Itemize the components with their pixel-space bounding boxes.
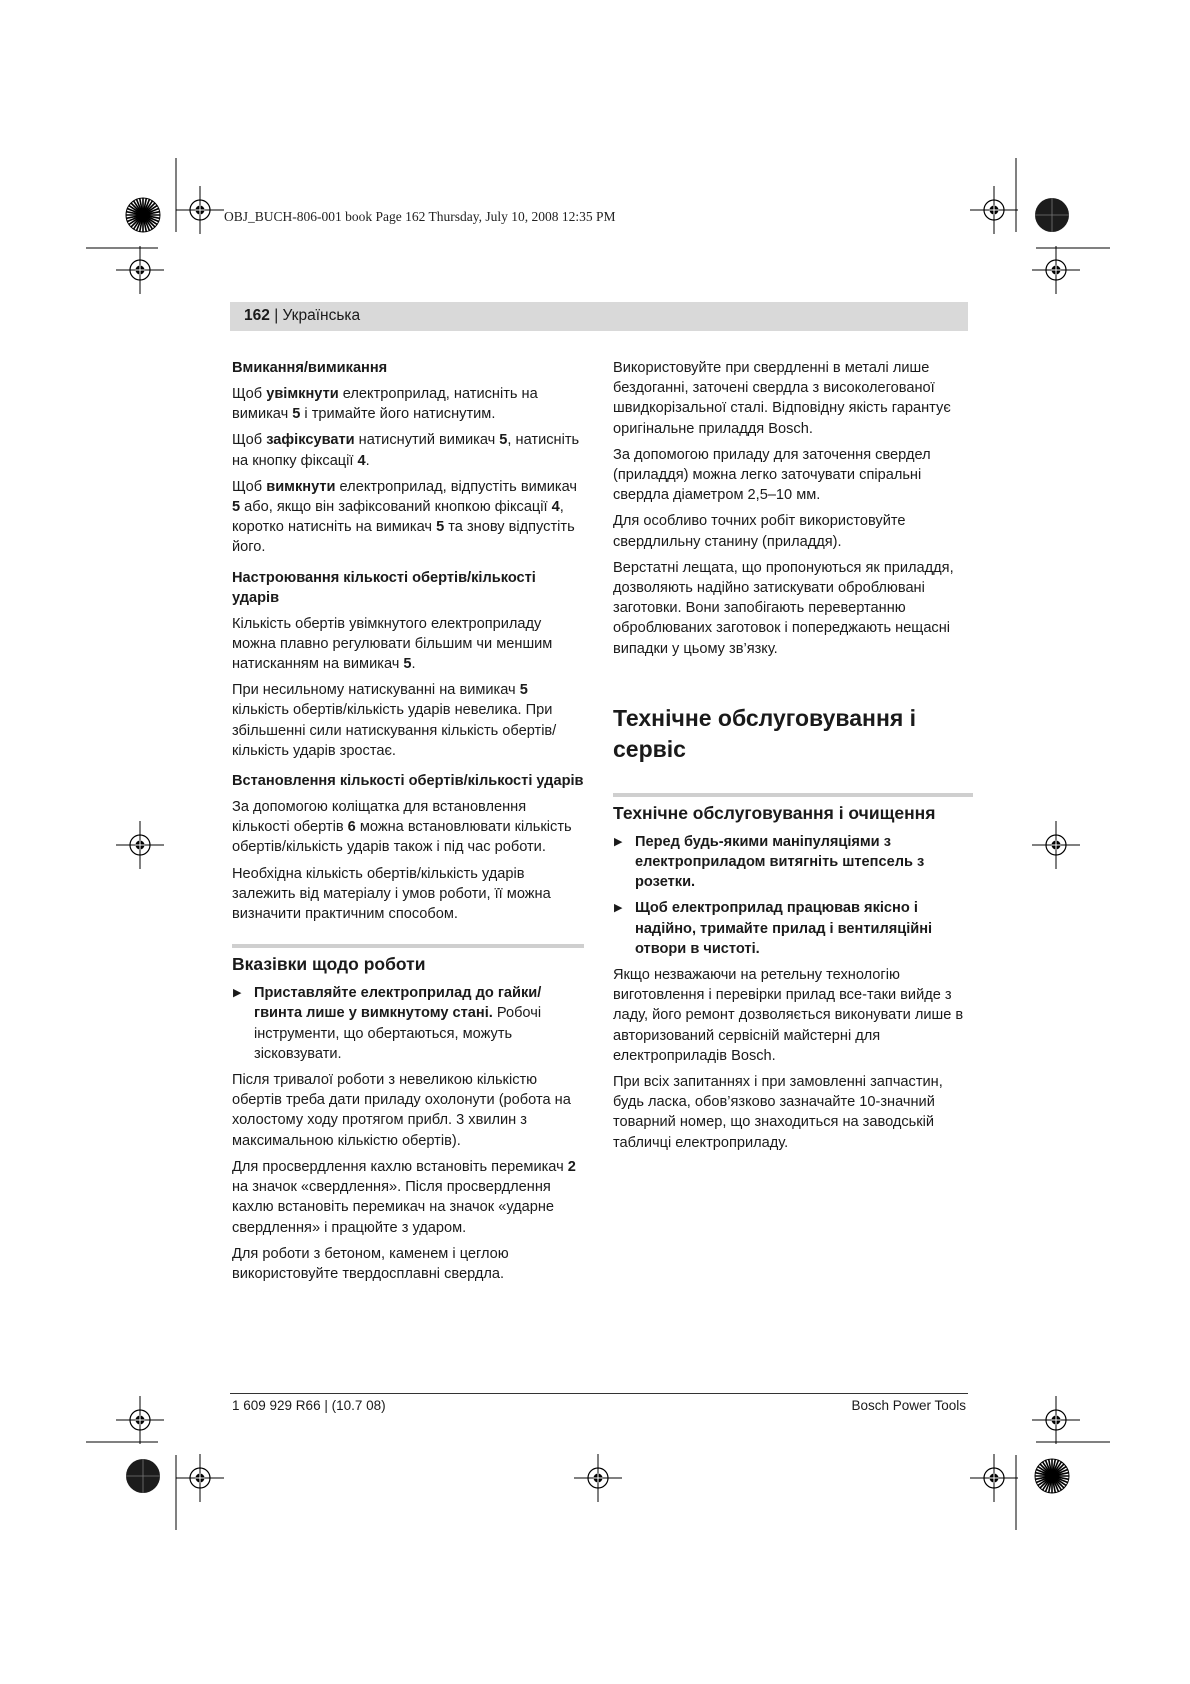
header-text: [244, 307, 360, 325]
heading-maintenance-service: Технічне обслуговування і сервіс: [613, 704, 917, 762]
bullet-unplug: ▶ Перед будь-якими маніпуляціями з електроприладом витягніть штепсель з розетки.: [614, 833, 925, 891]
left-column: [232, 358, 584, 1290]
bullet-keep-clean: ▶ Щоб електроприлад працював якісно і надійно, тримайте прилад і вентиляційні отвори в чистоті.: [614, 900, 933, 957]
print-metadata-line: OBJ_BUCH-806-001 book Page 162 Thursday, July 10, 2008 12:35 PM: [224, 209, 616, 224]
heading-speed-preselection: Встановлення кількості обертів/кількості ударів: [232, 773, 584, 790]
paragraph-thumbwheel: За допомогою коліщатка для встановлення кількості обертів 6 можна встановлювати кількість обертів/кількість ударів також і під час роботи.: [232, 799, 572, 856]
paragraph-required-speed: Необхідна кількість обертів/кількість ударів залежить від матеріалу і умов роботи, її можна визначити практичним способом.: [232, 865, 551, 923]
page-number: 162: [244, 307, 270, 324]
paragraph-drill-stand: Для особливо точних робіт використовуйте свердлильну станину (приладдя).: [613, 513, 906, 550]
section-working-advice: Вказівки щодо роботи: [232, 944, 584, 976]
paragraph-variable-speed: Кількість обертів увімкнутого електроприладу можна плавно регулювати більшим чи меншим натисканням на вимикач 5.: [232, 615, 553, 673]
bullet-apply-switched-off: ▶ Приставляйте електроприлад до гайки/гвинта лише у вимкнутому стані. Робочі інструменти, що обертаються, можуть зісковзувати.: [233, 985, 542, 1062]
heading-on-off: Вмикання/вимикання: [232, 360, 388, 376]
paragraph-repair: Якщо незважаючи на ретельну технологію виготовлення і перевірки прилад все-таки вийде з ладу, його ремонт дозволяється виконувати лише в авторизований сервісній майстерні для електроприладів Bosch.: [613, 967, 964, 1064]
paragraph-lock: Щоб зафіксувати натиснутий вимикач 5, натисніть на кнопку фіксації 4.: [232, 432, 580, 469]
bullet-arrow-icon: ▶: [233, 987, 242, 1000]
bullet-arrow-icon: ▶: [614, 835, 623, 848]
paragraph-concrete: Для роботи з бетоном, каменем і цеглою використовуйте твердосплавні свердла.: [232, 1245, 509, 1282]
footer-rule: [230, 1393, 968, 1394]
footer-brand: Bosch Power Tools: [851, 1398, 966, 1413]
page-header: [230, 302, 968, 331]
paragraph-tiles: Для просвердлення кахлю встановіть перемикач 2 на значок «свердлення». Після просвердлення кахлю встановіть перемикач на значок «ударне свердлення» і працюйте з ударом.: [232, 1158, 576, 1236]
paragraph-drill-sharpener: За допомогою приладу для заточення свердел (приладдя) можна легко заточувати спіральні свердла діаметром 2,5–10 мм.: [613, 446, 931, 504]
heading-speed-adjust: Настроювання кількості обертів/кількості ударів: [232, 569, 536, 606]
header-language: Українська: [282, 307, 361, 324]
section-maintenance-cleaning: Технічне обслуговування і очищення: [613, 793, 973, 825]
paragraph-machine-vice: Верстатні лещата, що пропонуються як приладдя, дозволяють надійно затискувати оброблювані заготовки. Вони запобігають перевертанню оброблюваних заготовок і попереджають нещасні випадки у цьому зв’язку.: [613, 559, 954, 657]
paragraph-switch-off: Щоб вимкнути електроприлад, відпустіть вимикач 5 або, якщо він зафіксований кнопкою фіксації 4, коротко натисніть на вимикач 5 та знову відпустіть його.: [232, 478, 578, 556]
right-column: [613, 358, 973, 1159]
paragraph-spare-parts: При всіх запитаннях і при замовленні запчастин, будь ласка, обов’язково зазначайте 10-значний товарний номер, що знаходиться на заводській табличці електроприладу.: [613, 1074, 943, 1151]
footer-doc-number: 1 609 929 R66 | (10.7 08): [232, 1398, 386, 1413]
paragraph-metal-drills: Використовуйте при свердленні в металі лише бездоганні, заточені свердла з високолегованої швидкорізальної сталі. Відповідну якість гарантує оригінальне приладдя Bosch.: [613, 360, 951, 437]
paragraph-switch-on: Щоб увімкнути електроприлад, натисніть на вимикач 5 і тримайте його натиснутим.: [232, 386, 538, 423]
header-separator: |: [274, 307, 279, 324]
paragraph-cool-down: Після тривалої роботи з невеликою кількістю обертів треба дати приладу охолонути (робота на холостому ходу протягом прибл. 3 хвилин з максимальною кількістю обертів).: [232, 1072, 571, 1149]
bullet-arrow-icon: ▶: [614, 902, 623, 915]
paragraph-light-pressure: При несильному натискуванні на вимикач 5 кількість обертів/кількість ударів невелика. При збільшенні сили натискування кількість обертів/кількість ударів зростає.: [232, 682, 557, 759]
